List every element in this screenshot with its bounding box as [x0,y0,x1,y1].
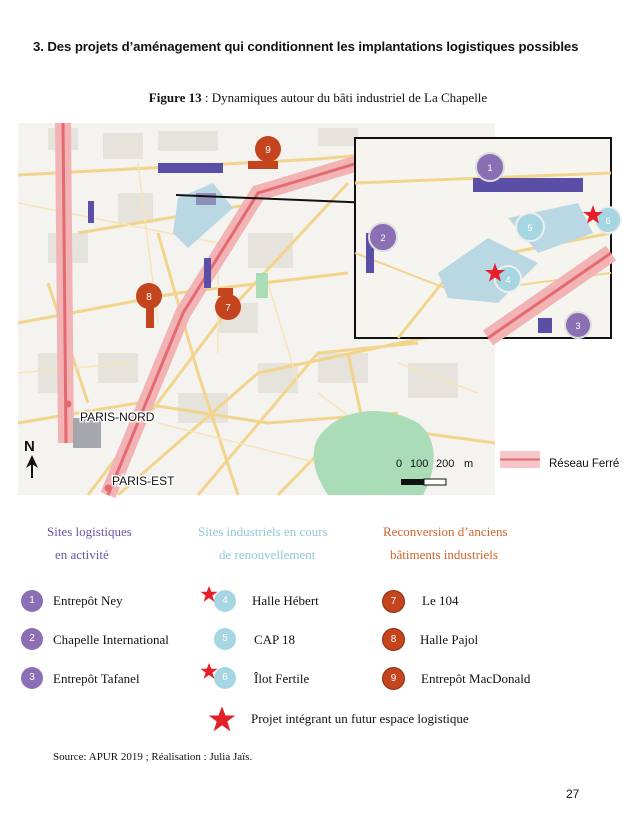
marker-2[interactable] [369,223,397,251]
north-letter: N [24,438,35,455]
marker-7[interactable] [215,294,241,320]
category-active-line1: Sites logistiques [47,524,132,539]
station-point [105,485,112,492]
station-point [65,401,72,408]
marker-label: 2 [380,233,386,243]
scale-200: 200 [436,458,455,470]
legend-label-3: Entrepôt Tafanel [53,671,140,686]
marker-6[interactable] [595,207,621,233]
source-note: Source: APUR 2019 ; Réalisation : Julia Jaïs. [53,751,253,763]
category-renewal-line1: Sites industriels en cours [198,524,328,539]
scale-unit: m [464,458,474,470]
legend-badge-6: 6 [214,667,236,689]
marker-8[interactable] [136,283,162,309]
marker-label: 1 [487,163,493,173]
logistics-building-small [88,201,94,223]
station-paris-nord: PARIS-NORD [80,410,155,424]
legend-label-4: Halle Hébert [252,593,319,608]
figure-title [0,90,636,106]
legend-label-1: Entrepôt Ney [53,593,123,608]
category-active [47,520,132,566]
legend-label-5: CAP 18 [254,632,296,647]
logistics-building-small [204,258,211,288]
legend-label-8: Halle Pajol [420,632,479,647]
page-number: 27 [566,787,580,801]
marker-label: 6 [605,216,611,226]
star-icon [200,585,218,603]
figure-label: Figure 13 [148,90,202,105]
marker-label: 8 [146,292,152,303]
project-legend-label: Projet intégrant un futur espace logistique [251,711,469,726]
marker-label: 5 [527,223,533,233]
scale-0: 0 [396,458,403,470]
legend-badge-3: 3 [21,667,43,689]
legend-label-9: Entrepôt MacDonald [421,671,531,686]
project-star-icon [208,705,236,733]
marker-label: 9 [265,145,271,156]
marker-label: 4 [505,275,511,285]
category-renewal-line2: de renouvellement [219,547,316,562]
figure-caption: : Dynamiques autour du bâti industriel de La Chapelle [201,90,488,105]
marker-label: 3 [575,321,581,331]
legend-badge-9: 9 [382,667,405,690]
scale-bar-light [424,479,446,485]
rail-legend-swatch [500,450,540,469]
marker-label: 7 [225,303,231,314]
category-reconversion-line1: Reconversion d’anciens [383,524,508,539]
legend-badge-1: 1 [21,590,43,612]
legend-badge-7: 7 [382,590,405,613]
marker-5[interactable] [516,213,544,241]
marker-1[interactable] [476,153,504,181]
legend-badge-4: 4 [214,590,236,612]
star-icon [200,662,218,680]
category-reconversion [383,520,508,566]
legend-label-6: Îlot Fertile [254,671,310,686]
section-heading: 3. Des projets d’aménagement qui conditionnent les implantations logistiques possibles [33,39,579,54]
small-park [256,273,268,298]
legend-badge-5: 5 [214,628,236,650]
legend-label-7: Le 104 [422,593,459,608]
legend-label-2: Chapelle International [53,632,169,647]
scale-bar-dark [401,479,424,485]
renewal-building [196,193,216,205]
marker-3[interactable] [565,312,591,338]
station-paris-est: PARIS-EST [112,474,175,488]
marker-9[interactable] [255,136,281,162]
legend-badge-2: 2 [21,628,43,650]
logistics-building [158,163,223,173]
reconversion-building [248,161,278,169]
rail-legend-label: Réseau Ferré [549,458,620,470]
category-reconversion-line2: bâtiments industriels [390,547,498,562]
legend-badge-8: 8 [382,628,405,651]
category-active-line2: en activité [55,547,109,562]
category-renewal [198,520,328,566]
scale-100: 100 [410,458,429,470]
